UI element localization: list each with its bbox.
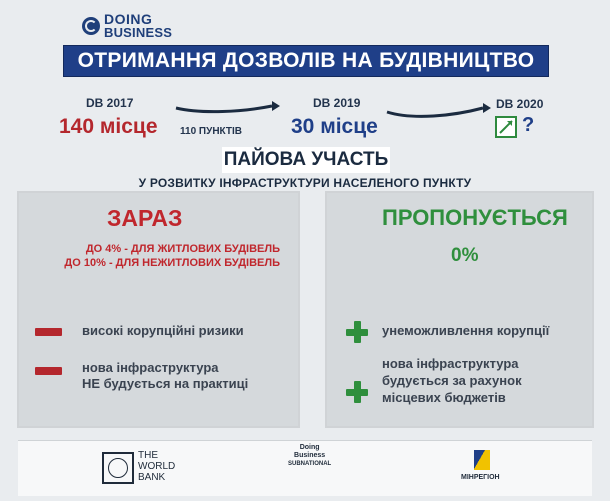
proposed-item2-line1: нова інфраструктура (382, 356, 519, 371)
now-item2-line2: НЕ будується на практиці (82, 376, 249, 391)
db-line1: Doing (299, 444, 320, 451)
db2017-label: DB 2017 (86, 96, 134, 110)
arrow-1-icon (172, 98, 282, 124)
minregion-label: МІНРЕГІОН (461, 474, 500, 481)
now-item2-line1: нова інфраструктура (82, 360, 219, 375)
minus-icon (35, 367, 62, 375)
db-subnational-logo (288, 444, 331, 468)
wb-line2: WORLD (138, 461, 176, 472)
db2019-label: DB 2019 (313, 96, 361, 110)
db2020-label: DB 2020 (496, 97, 544, 111)
now-line1: ДО 4% - ДЛЯ ЖИТЛОВИХ БУДІВЕЛЬ (85, 243, 280, 255)
logo-text (104, 12, 172, 40)
globe-icon (82, 17, 100, 35)
proposed-value: 0% (451, 245, 479, 266)
db2020-rank: ? (522, 114, 535, 136)
wb-line1: THE (138, 450, 158, 461)
proposed-item2-line3: місцевих бюджетів (382, 390, 506, 405)
step1-label: 110 ПУНКТІВ (180, 126, 243, 137)
minregion-logo-icon (474, 450, 490, 470)
proposed-item1-text: унеможливлення корупції (382, 323, 550, 338)
doing-business-logo (82, 6, 172, 46)
arrow-2-icon (383, 98, 495, 124)
logo-line1: DOING (104, 11, 153, 27)
plus-icon (346, 321, 368, 343)
share-title: ПАЙОВА УЧАСТЬ (222, 147, 390, 173)
proposed-heading: ПРОПОНУЄТЬСЯ (382, 205, 568, 230)
plus-icon (346, 381, 368, 403)
world-bank-logo-icon (102, 452, 134, 484)
share-subtitle: У РОЗВИТКУ ІНФРАСТРУКТУРИ НАСЕЛЕНОГО ПУНКТУ (138, 176, 472, 190)
proposed-item2-line2: будується за рахунок (382, 373, 522, 388)
world-bank-text (138, 450, 175, 483)
now-heading: ЗАРАЗ (107, 205, 183, 231)
now-line2: ДО 10% - ДЛЯ НЕЖИТЛОВИХ БУДІВЕЛЬ (64, 257, 280, 269)
wb-line3: BANK (138, 472, 166, 483)
db-line2: Business (294, 452, 326, 459)
page-title: ОТРИМАННЯ ДОЗВОЛІВ НА БУДІВНИЦТВО (64, 46, 548, 76)
now-item1-text: високі корупційні ризики (82, 323, 244, 338)
db-line3: SUBNATIONAL (288, 461, 332, 467)
logo-line2: BUSINESS (104, 25, 173, 40)
db2017-rank: 140 місце (59, 115, 158, 138)
growth-chart-icon (495, 116, 517, 138)
minus-icon (35, 328, 62, 336)
proposed-panel (325, 191, 594, 428)
db2019-rank: 30 місце (291, 115, 378, 138)
now-panel (17, 191, 300, 428)
